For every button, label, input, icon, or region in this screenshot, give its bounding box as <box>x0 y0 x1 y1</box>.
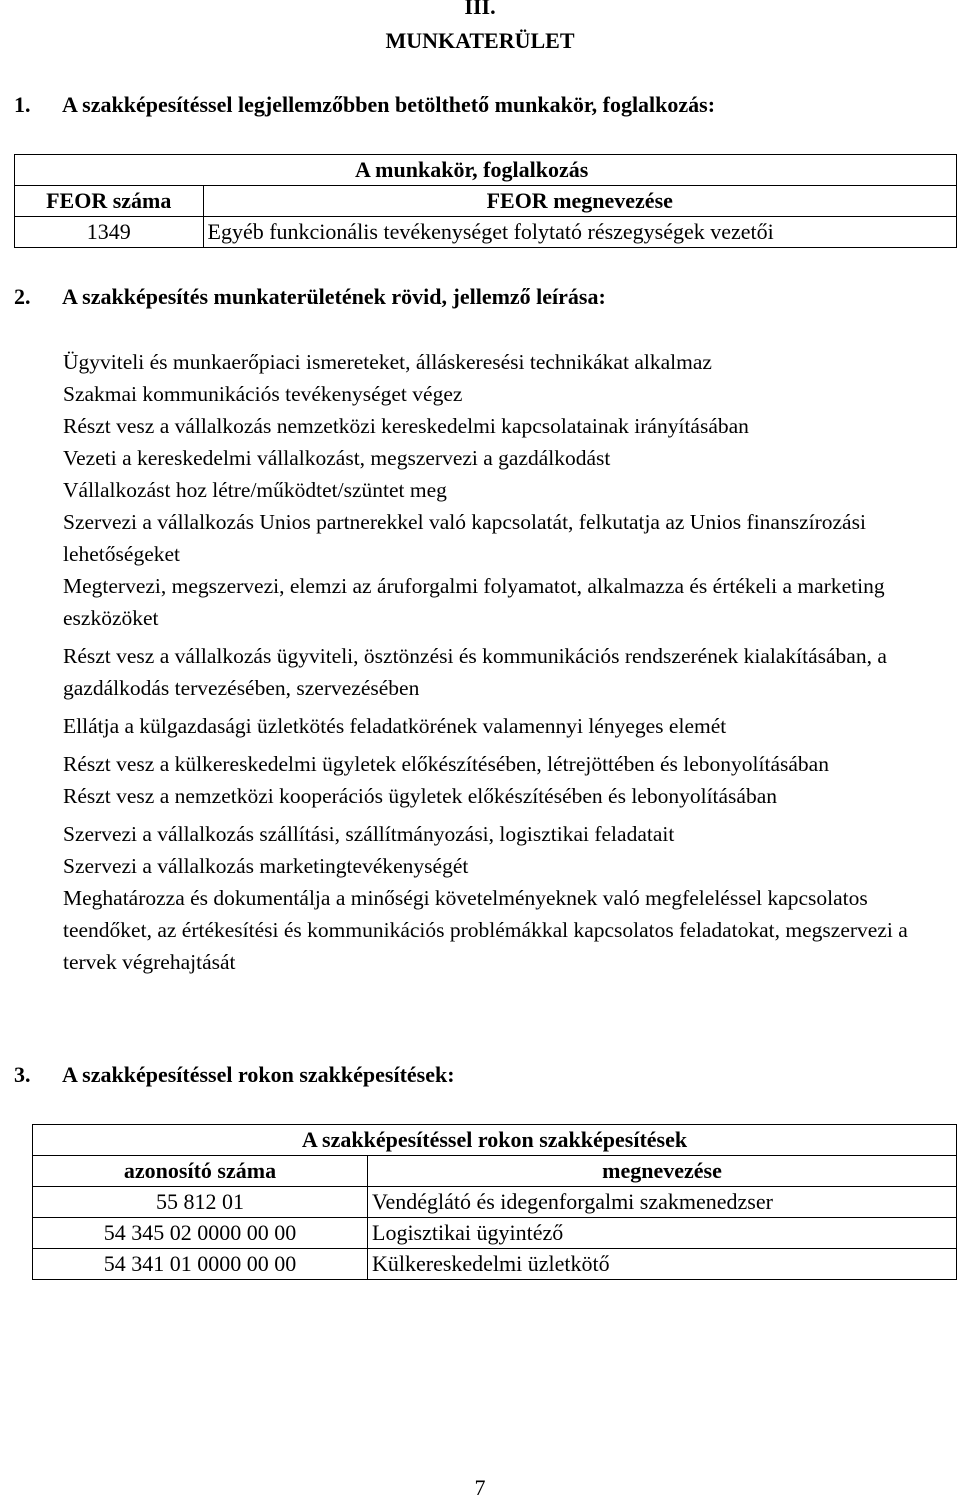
table-row <box>33 1249 957 1280</box>
work-description-list <box>63 346 943 978</box>
related-name-header: megnevezése <box>368 1156 957 1187</box>
list-item: Meghatározza és dokumentálja a minőségi követelményeknek való megfeleléssel kapcsolatos teendőket, az értékesítési és kommunikációs problémákkal kapcsolatos feladatokat, megszervezi a tervek végrehajtását <box>63 886 908 974</box>
list-item: Vállalkozást hoz létre/működtet/szüntet meg <box>63 478 447 502</box>
related-name-cell: Logisztikai ügyintéző <box>368 1218 957 1249</box>
related-group-header: A szakképesítéssel rokon szakképesítések <box>33 1125 957 1156</box>
table-row <box>15 217 957 248</box>
feor-code-cell: 1349 <box>15 217 204 248</box>
related-code-cell: 54 341 01 0000 00 00 <box>33 1249 368 1280</box>
list-item: Részt vesz a nemzetközi kooperációs ügyletek előkészítésében és lebonyolításában <box>63 784 778 808</box>
related-qualifications-table <box>32 1124 957 1280</box>
section-3-title: A szakképesítéssel rokon szakképesítések: <box>62 1062 455 1087</box>
section-1-number: 1. <box>14 92 31 117</box>
feor-group-header: A munkakör, foglalkozás <box>203 155 957 186</box>
page-title: MUNKATERÜLET <box>385 28 575 53</box>
section-2-number: 2. <box>14 284 31 309</box>
related-code-cell: 54 345 02 0000 00 00 <box>33 1218 368 1249</box>
related-code-header: azonosító száma <box>33 1156 368 1187</box>
section-1-title: A szakképesítéssel legjellemzőbben betölthető munkakör, foglalkozás: <box>62 92 716 117</box>
list-item: Szakmai kommunikációs tevékenységet végez <box>63 382 463 406</box>
feor-code-header: FEOR száma <box>15 186 204 217</box>
list-item: Szervezi a vállalkozás Unios partnerekkel való kapcsolatát, felkutatja az Unios finanszírozási lehetőségeket <box>63 510 866 566</box>
list-item: Ügyviteli és munkaerőpiaci ismereteket, álláskeresési technikákat alkalmaz <box>63 350 712 374</box>
feor-table <box>14 154 957 248</box>
feor-name-header: FEOR megnevezése <box>203 186 957 217</box>
related-code-cell: 55 812 01 <box>33 1187 368 1218</box>
feor-table-spacer <box>15 155 204 186</box>
list-item: Megtervezi, megszervezi, elemzi az áruforgalmi folyamatot, alkalmazza és értékeli a marketing eszközöket <box>63 574 885 630</box>
list-item: Vezeti a kereskedelmi vállalkozást, megszervezi a gazdálkodást <box>63 446 611 470</box>
related-name-cell: Külkereskedelmi üzletkötő <box>368 1249 957 1280</box>
related-name-cell: Vendéglátó és idegenforgalmi szakmenedzser <box>368 1187 957 1218</box>
roman-numeral: III. <box>464 0 496 19</box>
list-item: Részt vesz a külkereskedelmi ügyletek előkészítésében, létrejöttében és lebonyolításában <box>63 752 829 776</box>
section-3-number: 3. <box>14 1062 31 1087</box>
section-2-heading <box>14 284 606 310</box>
list-item: Részt vesz a vállalkozás ügyviteli, ösztönzési és kommunikációs rendszerének kialakításában, a gazdálkodás tervezésében, szervezésében <box>63 644 887 700</box>
list-item: Szervezi a vállalkozás szállítási, szállítmányozási, logisztikai feladatait <box>63 822 675 846</box>
list-item: Ellátja a külgazdasági üzletkötés feladatkörének valamennyi lényeges elemét <box>63 714 727 738</box>
section-3-heading <box>14 1062 455 1088</box>
page-number: 7 <box>474 1475 486 1500</box>
section-2-title: A szakképesítés munkaterületének rövid, jellemző leírása: <box>62 284 606 309</box>
table-row <box>33 1187 957 1218</box>
feor-name-cell: Egyéb funkcionális tevékenységet folytató részegységek vezetői <box>203 217 957 248</box>
list-item: Szervezi a vállalkozás marketingtevékenységét <box>63 854 469 878</box>
table-row <box>33 1218 957 1249</box>
list-item: Részt vesz a vállalkozás nemzetközi kereskedelmi kapcsolatainak irányításában <box>63 414 749 438</box>
section-1-heading <box>14 92 715 118</box>
